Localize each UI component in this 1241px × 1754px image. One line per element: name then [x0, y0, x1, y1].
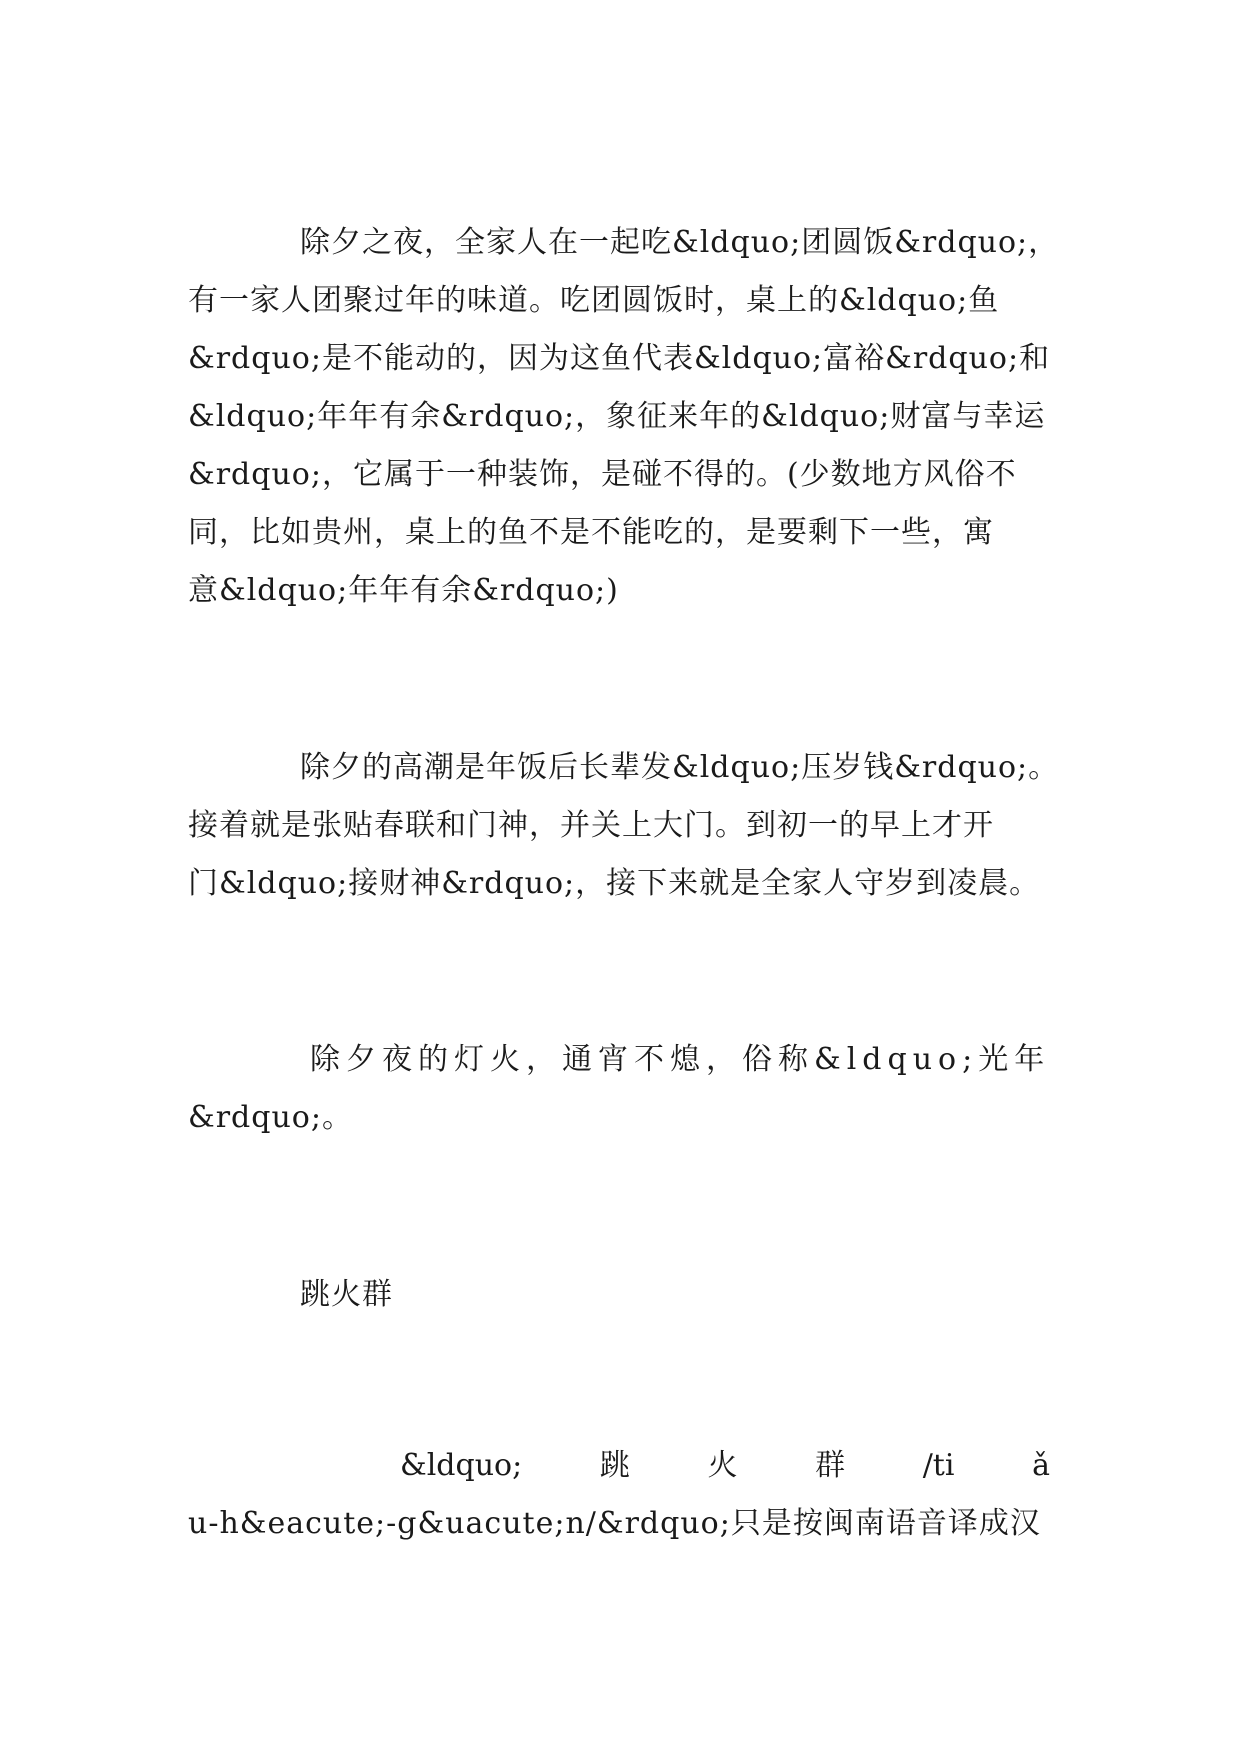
- section-heading: 跳火群: [300, 1277, 393, 1312]
- paragraph-line: &rdquo;是不能动的，因为这鱼代表&ldquo;富裕&rdquo;和: [188, 341, 1051, 376]
- paragraph-line: 除夕夜的灯火，通宵不熄，俗称&ldquo;光年: [310, 1042, 1051, 1077]
- spread-token: 群: [815, 1448, 846, 1483]
- spread-token: /ti: [922, 1448, 955, 1483]
- paragraph-line: 除夕之夜，全家人在一起吃&ldquo;团圆饭&rdquo;，: [300, 225, 1060, 260]
- spread-token: ǎ: [1032, 1448, 1050, 1483]
- spread-token: 火: [707, 1448, 738, 1483]
- paragraph-line: 接着就是张贴春联和门神，并关上大门。到初一的早上才开: [188, 808, 994, 843]
- spread-line: [400, 1446, 1050, 1486]
- paragraph-line: 除夕的高潮是年饭后长辈发&ldquo;压岁钱&rdquo;。: [300, 750, 1060, 785]
- paragraph-line: 意&ldquo;年年有余&rdquo;): [188, 573, 619, 608]
- spread-token: 跳: [599, 1448, 630, 1483]
- paragraph-line: &rdquo;，它属于一种装饰，是碰不得的。(少数地方风俗不: [188, 457, 1017, 492]
- paragraph-line: &rdquo;。: [188, 1100, 353, 1135]
- paragraph-line: 有一家人团聚过年的味道。吃团圆饭时，桌上的&ldquo;鱼: [188, 283, 1000, 318]
- paragraph-line: 同，比如贵州，桌上的鱼不是不能吃的，是要剩下一些，寓: [188, 515, 994, 550]
- paragraph-line: &ldquo;年年有余&rdquo;，象征来年的&ldquo;财富与幸运: [188, 399, 1046, 434]
- paragraph-line: u-h&eacute;-g&uacute;n/&rdquo;只是按闽南语音译成汉: [188, 1506, 1041, 1541]
- paragraph-line: 门&ldquo;接财神&rdquo;，接下来就是全家人守岁到凌晨。: [188, 866, 1041, 901]
- spread-token: &ldquo;: [400, 1448, 523, 1483]
